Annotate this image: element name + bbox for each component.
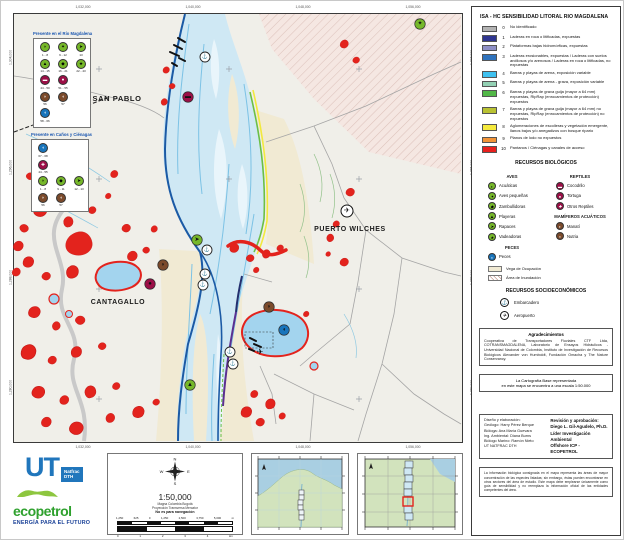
bio-item: ◖ Nutria bbox=[556, 232, 614, 240]
bio-resources bbox=[478, 170, 614, 263]
credits-design: Diseño y elaboración: Geólogo: Harry Pérez Berque Bióloga: Ana María Guevara Ing. Ambiental: Diana Burns Biólogo Marino: Ramón Nieto UT NATFRAC DTH bbox=[484, 418, 535, 448]
species-marker-manatee bbox=[263, 301, 274, 312]
turtle-icon: ● bbox=[58, 75, 68, 85]
svg-text:N: N bbox=[173, 456, 177, 462]
class-2-swatch bbox=[482, 45, 497, 52]
coordinate-label: 1,040,000 bbox=[185, 5, 201, 9]
class-5-swatch bbox=[482, 81, 497, 88]
coordinate-label: 1,040,000 bbox=[185, 445, 201, 449]
bio-item: ✦ Aves pequeñas bbox=[488, 192, 546, 200]
coordinate-label: 1,280,000 bbox=[8, 379, 13, 395]
species-marker-fish bbox=[278, 324, 289, 335]
sensitivity-row: 5 Barras y playas de arena - grava, exposición variable bbox=[482, 80, 615, 87]
coordinate-label: 1,048,000 bbox=[295, 445, 311, 449]
svg-text:⚓: ⚓ bbox=[203, 247, 211, 253]
shorebird-icon: ▲ bbox=[488, 212, 496, 220]
legend-title: ISA - HC SENSIBILIDAD LITORAL RIO MAGDALENA bbox=[480, 14, 609, 20]
legend-species-item: ◖ 57 bbox=[55, 92, 71, 107]
class-10-swatch bbox=[482, 146, 497, 153]
sensitivity-row: 6 Barras y playas de grava guija (mayor a 64 mm) expuestas, RipRap (enrocamientos de protección) expuestos bbox=[482, 90, 615, 104]
species-marker-turtle bbox=[144, 278, 155, 289]
coordinate-label: 1,032,000 bbox=[75, 5, 91, 9]
vega-swatch bbox=[488, 266, 502, 272]
sensitivity-row: 4 Barras y playas de arena, exposición variable bbox=[482, 71, 615, 78]
locator-map-sheets bbox=[357, 453, 463, 535]
bio-item: ◗ Manatí bbox=[556, 222, 614, 230]
species-marker-shorebird bbox=[184, 379, 195, 390]
dock-marker bbox=[228, 359, 238, 369]
class-1-swatch bbox=[482, 35, 497, 42]
iguana-icon bbox=[13, 487, 59, 499]
class-6-swatch bbox=[482, 90, 497, 97]
dock-icon: ⚓ bbox=[501, 299, 508, 306]
peces-header: PECES bbox=[504, 244, 520, 250]
class-3-swatch bbox=[482, 54, 497, 61]
legend-panel bbox=[471, 6, 621, 536]
coordinate-label: 1,288,000 bbox=[8, 269, 13, 285]
bio-item: ▲ Playeras bbox=[488, 212, 546, 220]
scalebar-km bbox=[117, 526, 233, 532]
species-marker-manatee bbox=[157, 259, 168, 270]
dock-marker bbox=[200, 52, 210, 62]
manatee-icon: ◗ bbox=[556, 222, 564, 230]
raptor-icon: ➤ bbox=[76, 42, 86, 52]
otter-icon: ◖ bbox=[556, 232, 564, 240]
map-legend-canos-title: Presente en Caños y Ciénagas bbox=[31, 132, 92, 137]
wading-bird-icon: ★ bbox=[76, 59, 86, 69]
wading-bird-icon: ★ bbox=[488, 233, 496, 241]
raptor-icon: ➤ bbox=[74, 176, 84, 186]
small-bird-icon: ✦ bbox=[58, 42, 68, 52]
small-bird-icon: ✦ bbox=[488, 192, 496, 200]
sensitivity-row: 1 Laderas en roca o litificadas, expuestas bbox=[482, 35, 615, 42]
sensitivity-row: 3 Laderas erosionables, expuestas / Laderas con suelos arcillosos y/o arenosos / Laderas en roca o litificadas, no expuestas bbox=[482, 54, 615, 68]
reptiles-header: REPTILES bbox=[569, 173, 591, 179]
credits-approval: Revisión y aprobación: Diego L. Gil-Agudelo, Ph.D. Líder Investigación Ambiental Offshore ICP - ECOPETROL bbox=[550, 418, 608, 455]
shorebird-icon: ▲ bbox=[40, 59, 50, 69]
diving-bird-icon: ◆ bbox=[56, 176, 66, 186]
svg-text:S: S bbox=[173, 481, 177, 486]
bio-item: ★ Vadeadoras bbox=[488, 233, 546, 241]
dock-marker bbox=[225, 347, 235, 357]
svg-text:⚓: ⚓ bbox=[229, 361, 237, 367]
mamiferos-header: MAMÍFEROS ACUÁTICOS bbox=[554, 214, 606, 220]
compass-rose-icon bbox=[159, 456, 191, 486]
legend-species-item: ◆ 16 - 21 bbox=[58, 60, 68, 73]
legend-species-item: ➤ 12 - 13 bbox=[74, 178, 84, 191]
fish-icon: ◖ bbox=[488, 253, 496, 261]
socio-item: ⚓ Embarcadero bbox=[501, 299, 540, 306]
svg-text:◗: ◗ bbox=[267, 304, 271, 310]
turtle-icon: ● bbox=[556, 192, 564, 200]
legend-species-item: ◗ 1 - 8 bbox=[39, 178, 46, 191]
disclaimer-box: La información biológica consignada en el mapa representa las áreas de mayor concentración de las especies listadas; sin embargo, éstas pueden encontrarse en otros sectores del área de estudio. Este mapa debe emplearse únicamente como guía de sensibilidad y no reemplaza la información oficial de las entidades competentes del área. bbox=[479, 467, 613, 496]
cartography-note: La Cartografía Base representada en este mapa se encuentra a una escala 1:50.000 bbox=[479, 374, 613, 392]
sensitivity-row: 2 Plataformas bajas hidromórficas, expuestas bbox=[482, 44, 615, 51]
legend-species-item: ▲ 14 - 15 bbox=[40, 60, 50, 73]
airport-marker bbox=[341, 205, 353, 217]
diving-bird-icon: ◆ bbox=[58, 59, 68, 69]
coordinate-label: 1,056,000 bbox=[405, 5, 421, 9]
class-4-swatch bbox=[482, 71, 497, 78]
bio-item: ◖ Peces bbox=[488, 253, 546, 261]
diving-bird-icon: ◆ bbox=[488, 202, 496, 210]
bio-item: ◗ Acuáticas bbox=[488, 182, 546, 190]
legend-species-item: ◗ 1 - 8 bbox=[41, 44, 48, 57]
sensitivity-row: 9 Planos de lodo no expuestos bbox=[482, 136, 615, 143]
map-legend-rio bbox=[33, 38, 91, 128]
fish-icon: ◖ bbox=[40, 108, 50, 118]
map-legend-rio-title: Presente en el Río Magdalena bbox=[33, 31, 93, 36]
label-san-pablo: SAN PABLO bbox=[92, 94, 142, 103]
socio-resources-title: RECURSOS SOCIOECONÓMICOS bbox=[505, 287, 587, 294]
credits-box bbox=[479, 414, 613, 459]
socio-item: ✈ Aeropuerto bbox=[500, 311, 620, 320]
coordinate-label: 1,304,000 bbox=[8, 49, 13, 65]
label-cantagallo: CANTAGALLO bbox=[90, 299, 146, 306]
aquatic-bird-icon: ◗ bbox=[40, 42, 50, 52]
scalebar-numbers: 1,250 625 0 1,250 2,500 3,750 5,000 m bbox=[116, 516, 234, 520]
legend-species-item: ✦ 9 - 12 bbox=[59, 44, 67, 57]
svg-text:●: ● bbox=[148, 281, 152, 287]
scale-block bbox=[107, 453, 243, 538]
acknowledgements-box: Agradecimientos Cooperativa de Transportadores Fluviales CTF Ltda, COTRANSMAGDALENA, Laboratorio de Ensayos Hidráulicos - Universidad Nacional de Colombia, Instituto de Investigación de Recursos Biológicos Alexander von Humboldt, Fundación Omacha y The Nature Conservancy. bbox=[479, 328, 613, 366]
legend-species-item: ◗ 56 bbox=[35, 193, 51, 208]
sensitivity-row: 10 Pantanos / Ciénagas y canales de acceso bbox=[482, 146, 615, 153]
sensitivity-row: 8 Aglomeraciones de escolleras y vegetación emergente, llanos bajos y/o anegadizos con bosque ripario bbox=[482, 124, 615, 134]
aquatic-bird-icon: ◗ bbox=[38, 176, 48, 186]
navigation-warning: No es para navegación bbox=[155, 510, 195, 514]
locator-map-region bbox=[251, 453, 349, 535]
sensitivity-row: 7 Barras y playas de grava guija (mayor a 64 mm) no expuestas, RipRap (enrocamientos de protección) no expuestos bbox=[482, 107, 615, 121]
class-8-swatch bbox=[482, 124, 497, 131]
projection-label: Proyección Transversa Mercator bbox=[152, 506, 198, 510]
bio-item: ● Tortuga bbox=[556, 192, 614, 200]
svg-text:▲: ▲ bbox=[187, 382, 193, 388]
ecopetrol-logo: ecopetrol ENERGÍA PARA EL FUTURO bbox=[13, 486, 105, 526]
svg-text:▬: ▬ bbox=[185, 94, 191, 100]
dock-marker bbox=[198, 280, 208, 290]
map-legend-canos bbox=[31, 139, 89, 212]
scalebar-meters bbox=[117, 521, 233, 526]
svg-text:◗: ◗ bbox=[161, 262, 165, 268]
species-marker-raptor bbox=[191, 234, 202, 245]
bio-item: ◆ Zambullidoras bbox=[488, 202, 546, 210]
area-legend-row: Área de Inundación bbox=[488, 275, 620, 281]
legend-species-item: ● 51 - 55 bbox=[58, 77, 68, 90]
coordinate-label: 1,296,000 bbox=[8, 159, 13, 175]
otter-icon: ◖ bbox=[58, 92, 68, 102]
crocodile-icon: ▬ bbox=[558, 183, 562, 189]
manatee-icon: ◗ bbox=[40, 92, 50, 102]
class-0-swatch bbox=[482, 26, 497, 33]
legend-species-item: ★ 22 - 43 bbox=[76, 60, 86, 73]
legend-species-item: ◖ 57 bbox=[53, 193, 69, 208]
crocodile-icon: ▬ bbox=[40, 75, 50, 85]
datum-label: Magna Colombia Bogotá bbox=[157, 502, 193, 506]
dock-marker bbox=[200, 269, 210, 279]
raptor-icon: ➤ bbox=[488, 222, 496, 230]
sensitivity-row: 0 No identificado bbox=[482, 25, 615, 32]
bio-resources-title: RECURSOS BIOLÓGICOS bbox=[515, 159, 577, 166]
main-map-canvas[interactable] bbox=[13, 13, 463, 443]
svg-text:⚓: ⚓ bbox=[199, 282, 207, 288]
svg-text:⚓: ⚓ bbox=[201, 271, 209, 277]
aquatic-bird-icon: ◗ bbox=[488, 182, 496, 190]
legend-species-item: ✚ 44 - 55 bbox=[38, 161, 48, 174]
bio-item: ▬ Cocodrilo bbox=[558, 183, 585, 189]
coordinate-label: 1,056,000 bbox=[405, 445, 421, 449]
legend-species-item: ◖ 58 - 66 bbox=[40, 110, 50, 123]
airstrip-icon: ✈ bbox=[256, 347, 264, 357]
class-7-swatch bbox=[482, 107, 497, 114]
flood-swatch bbox=[488, 275, 502, 281]
legend-species-item: ▬ 44 - 50 bbox=[40, 77, 50, 90]
svg-text:⚓: ⚓ bbox=[226, 349, 234, 355]
manatee-icon: ◗ bbox=[38, 193, 48, 203]
ut-natfrac-logo: UT Natfrac DTH bbox=[25, 455, 105, 482]
svg-text:➤: ➤ bbox=[194, 237, 200, 243]
airport-icon: ✈ bbox=[500, 311, 509, 320]
class-9-swatch bbox=[482, 137, 497, 144]
svg-text:⚓: ⚓ bbox=[201, 54, 209, 60]
scalebar-km-numbers: 0 1 2 3 4 km bbox=[117, 533, 233, 538]
reptile-icon: ✚ bbox=[38, 160, 48, 170]
fish-icon: ◖ bbox=[38, 143, 48, 153]
logos-block bbox=[11, 453, 105, 535]
label-puerto-wilches: PUERTO WILCHES bbox=[314, 226, 386, 233]
aves-header: AVES bbox=[506, 173, 518, 179]
species-marker-crocodile bbox=[182, 91, 193, 102]
svg-text:◖: ◖ bbox=[282, 327, 286, 333]
coordinate-label: 1,048,000 bbox=[295, 5, 311, 9]
legend-species-item: ◆ 9 - 11 bbox=[57, 178, 65, 191]
dock-marker bbox=[202, 245, 212, 255]
reptile-icon: ✚ bbox=[556, 202, 564, 210]
svg-text:✦: ✦ bbox=[417, 21, 423, 27]
species-marker-smallbird bbox=[414, 18, 425, 29]
legend-species-item: ➤ 13 bbox=[73, 42, 89, 57]
legend-species-item: ◗ 56 bbox=[37, 92, 53, 107]
area-legend-row: Vega de Ocupación bbox=[488, 266, 620, 272]
svg-text:E: E bbox=[187, 469, 190, 474]
scale-ratio: 1:50,000 bbox=[158, 492, 192, 502]
svg-text:✈: ✈ bbox=[344, 207, 350, 215]
bio-item: ✚ Otros Reptiles bbox=[556, 202, 614, 210]
svg-text:W: W bbox=[159, 469, 164, 474]
coordinate-label: 1,032,000 bbox=[75, 445, 91, 449]
bio-item: ➤ Rapaces bbox=[488, 222, 546, 230]
legend-species-item: ◖ 67 - 68 bbox=[38, 145, 48, 158]
otter-icon: ◖ bbox=[56, 193, 66, 203]
